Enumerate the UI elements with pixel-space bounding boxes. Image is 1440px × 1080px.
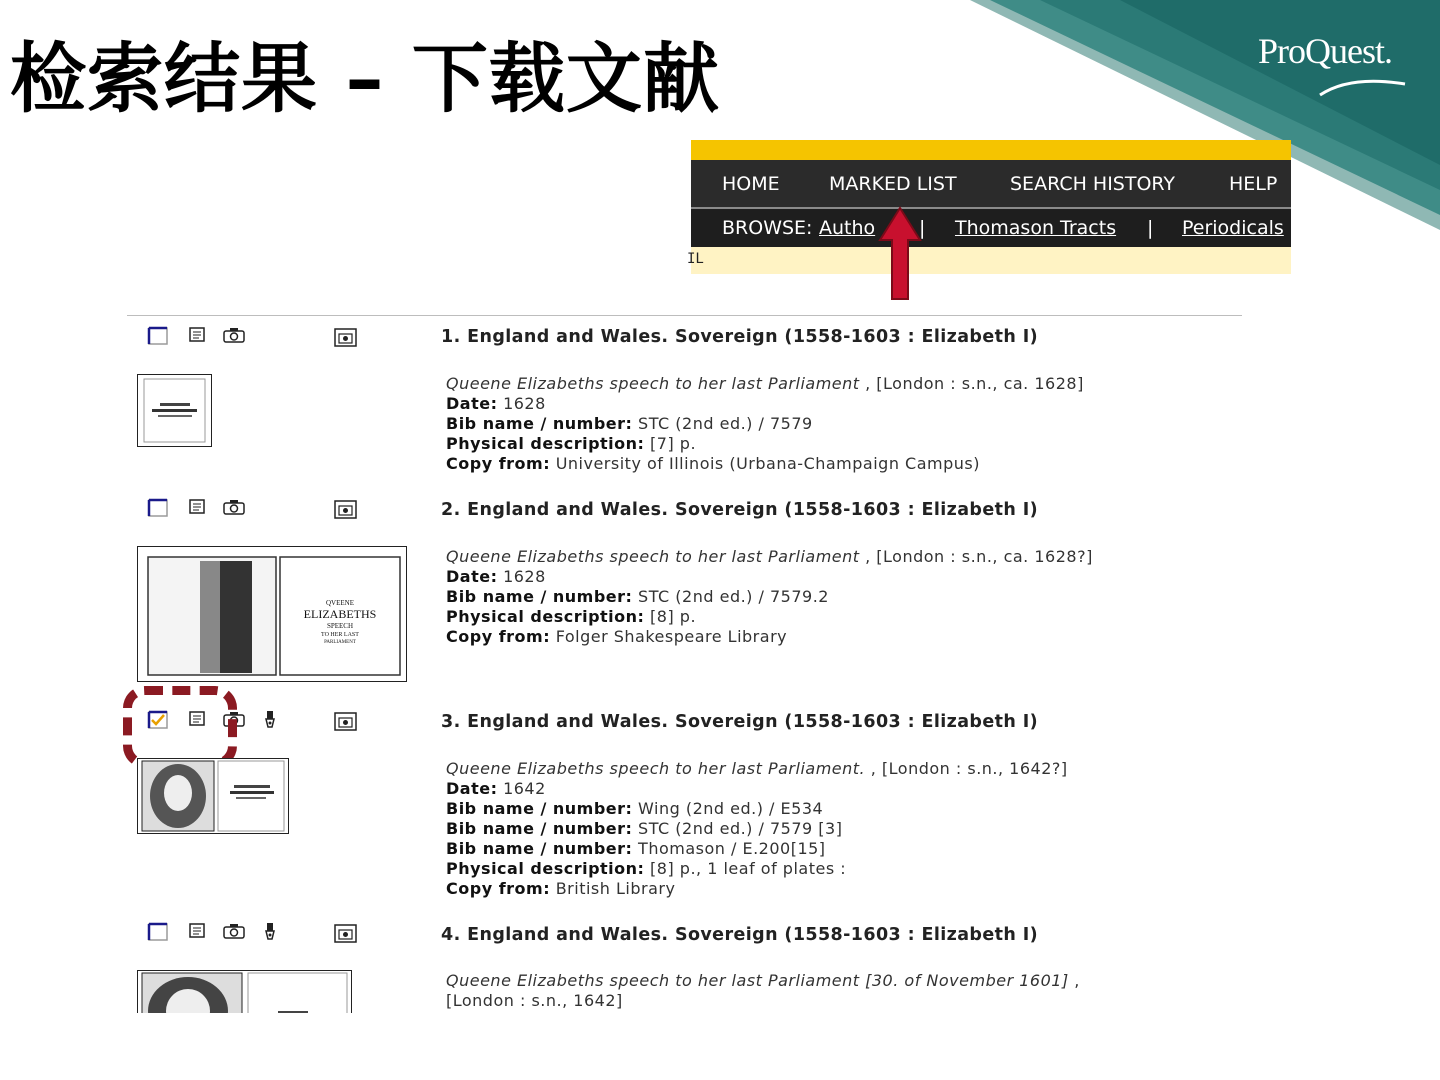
browse-separator: | xyxy=(1147,217,1154,239)
field-row xyxy=(446,799,1068,819)
field-row xyxy=(446,414,1084,434)
pen-icon[interactable] xyxy=(262,710,278,732)
nav-marked-list[interactable]: MARKED LIST xyxy=(829,173,957,195)
field-value: STC (2nd ed.) / 7579 xyxy=(632,414,813,433)
field-label: Physical description: xyxy=(446,859,645,878)
result-4-tools xyxy=(148,922,388,944)
logo-swoosh-icon xyxy=(1310,70,1410,100)
field-row xyxy=(446,779,1068,799)
result-1-tools xyxy=(148,326,388,348)
field-value: Wing (2nd ed.) / E534 xyxy=(632,799,824,818)
result-3-title[interactable]: 3. England and Wales. Sovereign (1558-1603 : Elizabeth I) xyxy=(441,712,1039,732)
field-row xyxy=(446,859,1068,879)
citation-title[interactable]: Queene Elizabeths speech to her last Parliament [30. of November 1601] xyxy=(446,971,1069,990)
nav-help[interactable]: HELP xyxy=(1229,173,1278,195)
result-2-thumbnail[interactable] xyxy=(137,546,407,682)
field-label: Bib name / number: xyxy=(446,587,633,606)
nav-top-stripe xyxy=(691,140,1291,160)
field-row xyxy=(446,607,1093,627)
svg-text:TO HER LAST: TO HER LAST xyxy=(321,632,359,638)
field-value: British Library xyxy=(550,879,676,898)
result-2-tools xyxy=(148,498,388,520)
slide-bottom-margin xyxy=(0,1013,1440,1080)
citation-title[interactable]: Queene Elizabeths speech to her last Parliament xyxy=(446,374,860,393)
field-label: Date: xyxy=(446,394,498,413)
navigation-bar xyxy=(687,140,1291,274)
citation-imprint: , [London : s.n., ca. 1628?] xyxy=(859,547,1093,566)
field-row xyxy=(446,879,1068,899)
slide-title: 检索结果 – 下载文献 xyxy=(10,34,720,123)
field-value: [7] p. xyxy=(644,434,697,453)
checkbox[interactable] xyxy=(148,326,170,346)
portrait-spread-image xyxy=(138,759,288,833)
field-value: 1628 xyxy=(497,567,546,586)
field-value: University of Illinois (Urbana-Champaign Campus) xyxy=(550,454,980,473)
field-value: Folger Shakespeare Library xyxy=(550,627,788,646)
result-4-citation xyxy=(446,971,1080,991)
result-1-details xyxy=(446,374,1084,474)
field-value: Thomason / E.200[15] xyxy=(632,839,826,858)
record-icon[interactable] xyxy=(188,498,208,516)
field-value: STC (2nd ed.) / 7579.2 xyxy=(632,587,829,606)
field-row xyxy=(446,627,1093,647)
browse-separator: | xyxy=(919,217,926,239)
field-label: Copy from: xyxy=(446,627,551,646)
book-spread-image xyxy=(138,547,406,681)
field-value: 1628 xyxy=(497,394,546,413)
nav-main xyxy=(691,160,1291,207)
field-value: STC (2nd ed.) / 7579 [3] xyxy=(632,819,843,838)
result-3-citation xyxy=(446,759,1068,779)
checkbox[interactable] xyxy=(148,922,170,942)
field-label: Bib name / number: xyxy=(446,799,633,818)
nav-info-strip xyxy=(687,247,1291,274)
field-label: Date: xyxy=(446,567,498,586)
result-1-citation xyxy=(446,374,1084,394)
svg-text:SPEECH: SPEECH xyxy=(326,622,354,630)
red-up-arrow-icon xyxy=(878,206,922,302)
result-4-details xyxy=(446,971,1080,1011)
field-row xyxy=(446,567,1093,587)
field-row xyxy=(446,434,1084,454)
checkbox-highlight-box xyxy=(123,686,237,768)
result-2-details xyxy=(446,547,1093,647)
image-view-icon[interactable] xyxy=(334,710,358,732)
result-1-thumbnail[interactable] xyxy=(137,374,212,447)
field-row xyxy=(446,819,1068,839)
field-label: Date: xyxy=(446,779,498,798)
results-divider xyxy=(127,315,1242,316)
camera-icon[interactable] xyxy=(222,498,246,516)
field-label: Copy from: xyxy=(446,454,551,473)
browse-link-periodicals[interactable]: Periodicals xyxy=(1182,217,1284,239)
field-label: Physical description: xyxy=(446,434,645,453)
proquest-logo: ProQuest. xyxy=(1258,31,1392,71)
image-view-icon[interactable] xyxy=(334,498,358,520)
nav-home[interactable]: HOME xyxy=(722,173,780,195)
field-label: Physical description: xyxy=(446,607,645,626)
info-strip-text: IL xyxy=(687,251,704,267)
field-value: [8] p., 1 leaf of plates : xyxy=(644,859,847,878)
field-row xyxy=(446,454,1084,474)
citation-imprint-line: [London : s.n., 1642] xyxy=(446,991,623,1010)
field-label: Bib name / number: xyxy=(446,839,633,858)
result-2-citation xyxy=(446,547,1093,567)
field-label: Copy from: xyxy=(446,879,551,898)
browse-link-thomason[interactable]: Thomason Tracts xyxy=(955,217,1117,239)
browse-label: BROWSE: xyxy=(722,217,813,239)
camera-icon[interactable] xyxy=(222,326,246,344)
citation-title[interactable]: Queene Elizabeths speech to her last Parliament xyxy=(446,547,860,566)
image-view-icon[interactable] xyxy=(334,922,358,944)
field-row xyxy=(446,839,1068,859)
field-row xyxy=(446,394,1084,414)
record-icon[interactable] xyxy=(188,922,208,940)
result-4-title[interactable]: 4. England and Wales. Sovereign (1558-1603 : Elizabeth I) xyxy=(441,925,1039,945)
browse-link-authors[interactable]: Autho xyxy=(819,217,876,239)
result-2-title[interactable]: 2. England and Wales. Sovereign (1558-1603 : Elizabeth I) xyxy=(441,500,1039,520)
image-view-icon[interactable] xyxy=(334,326,358,348)
result-3-details xyxy=(446,759,1068,899)
nav-search-history[interactable]: SEARCH HISTORY xyxy=(1010,173,1176,195)
field-label: Bib name / number: xyxy=(446,819,633,838)
field-value: 1642 xyxy=(497,779,546,798)
field-label: Bib name / number: xyxy=(446,414,633,433)
checkbox[interactable] xyxy=(148,498,170,518)
result-1-title[interactable]: 1. England and Wales. Sovereign (1558-1603 : Elizabeth I) xyxy=(441,327,1039,347)
citation-imprint: , [London : s.n., ca. 1628] xyxy=(859,374,1084,393)
citation-imprint: , xyxy=(1068,971,1080,990)
pen-icon[interactable] xyxy=(262,922,278,944)
camera-icon[interactable] xyxy=(222,922,246,940)
svg-text:ELIZABETHS: ELIZABETHS xyxy=(303,607,377,621)
record-icon[interactable] xyxy=(188,326,208,344)
field-row xyxy=(446,587,1093,607)
field-value: [8] p. xyxy=(644,607,697,626)
svg-text:QVEENE: QVEENE xyxy=(326,599,354,607)
svg-text:PARLIAMENT: PARLIAMENT xyxy=(324,640,356,645)
citation-imprint: , [London : s.n., 1642?] xyxy=(865,759,1068,778)
title-page-image xyxy=(138,375,211,446)
result-3-thumbnail[interactable] xyxy=(137,758,289,834)
nav-browse-bar xyxy=(691,209,1291,247)
citation-title[interactable]: Queene Elizabeths speech to her last Parliament. xyxy=(446,759,866,778)
